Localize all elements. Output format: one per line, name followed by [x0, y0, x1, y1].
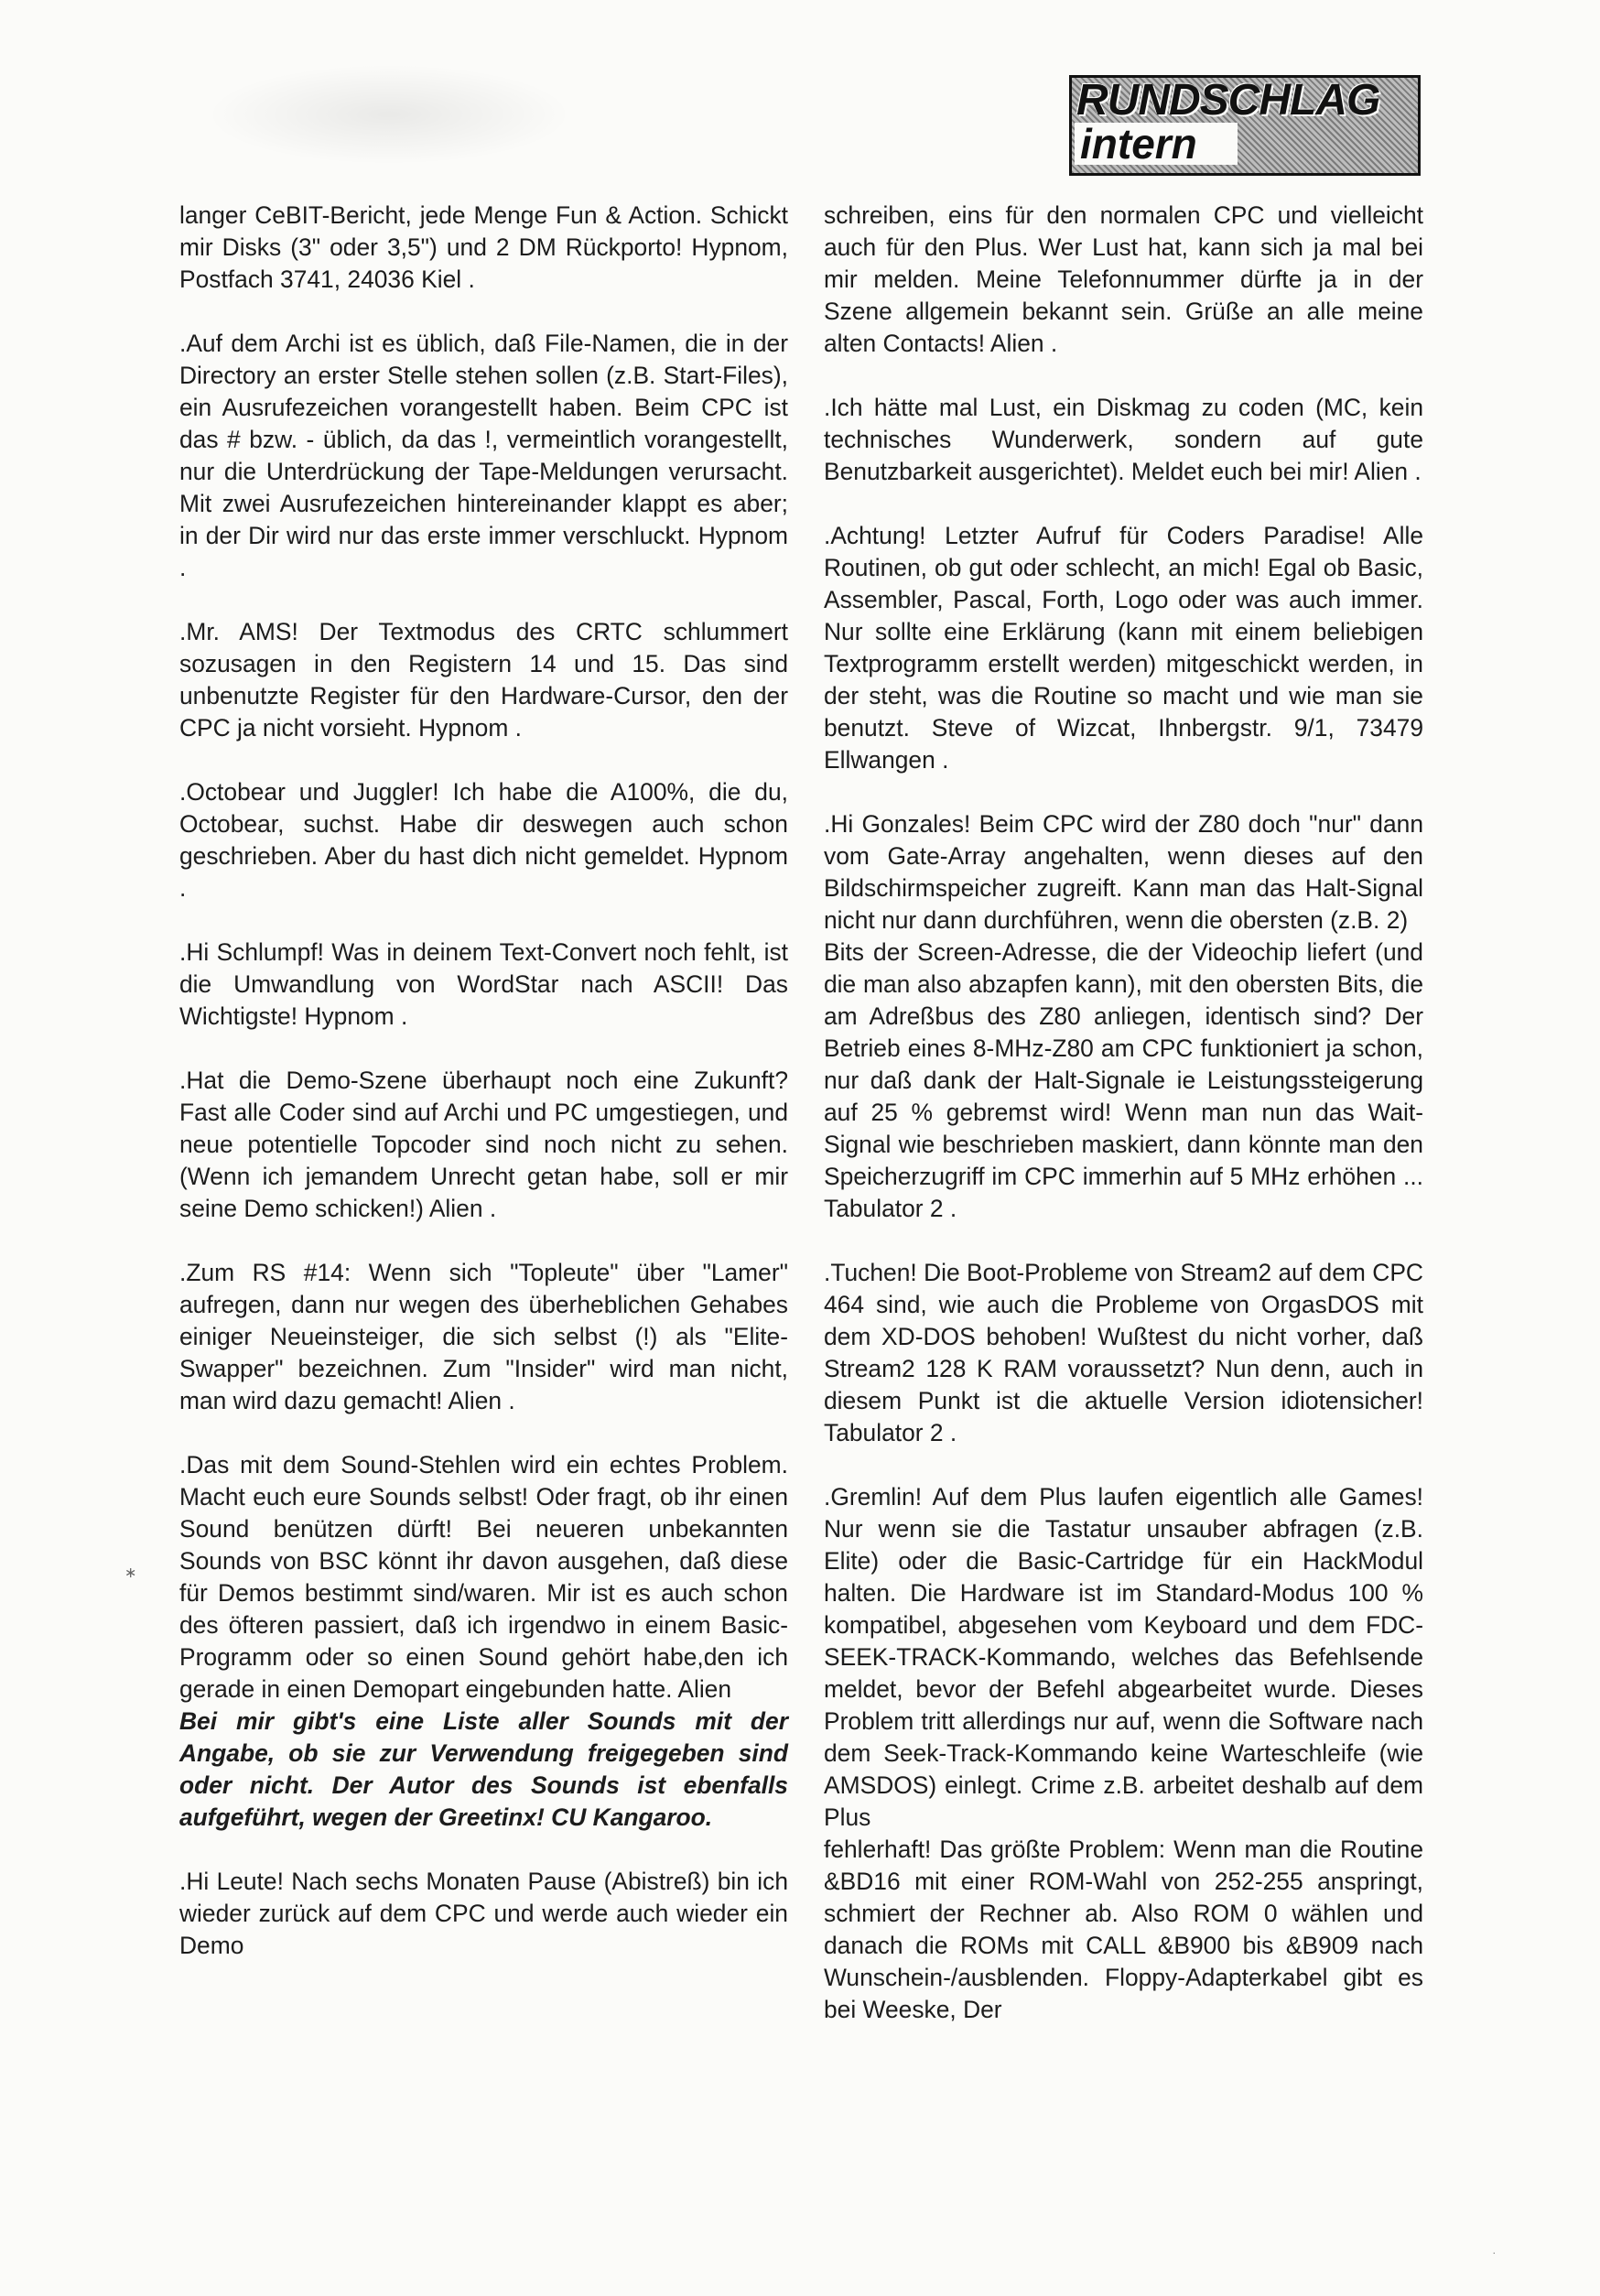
- paragraph: .Octobear und Juggler! Ich habe die A100%, die du, Octobear, suchst. Habe dir deswegen auch schon geschrieben. Aber du hast dich nicht gemeldet. Hypnom .: [179, 778, 788, 902]
- paragraph: langer CeBIT-Bericht, jede Menge Fun & Action. Schickt mir Disks (3" oder 3,5") und 2 DM Rückporto! Hypnom, Postfach 3741, 24036 Kiel .: [179, 201, 788, 293]
- right-column: [824, 200, 1423, 2058]
- paragraph: .Das mit dem Sound-Stehlen wird ein echtes Problem. Macht euch eure Sounds selbst! Oder fragt, ob ihr einen Sound benützen dürft! Bei neueren unbekannten Sounds von BSC könnt ihr davon ausgehen, daß diese für Demos bestimmt sind/waren. Mir ist es auch schon des öfteren passiert, daß ich irgendwo in einem Basic-Programm oder so einen Sound gehört habe,den ich gerade in einen Demopart eingebunden hatte. Alien: [179, 1451, 788, 1703]
- paragraph: .Zum RS #14: Wenn sich "Topleute" über "Lamer" aufregen, dann nur wegen des überheblichen Gehabes einiger Neueinsteiger, die sich selbst (!) als "Elite-Swapper" bezeichnen. Zum "Insider" wird man nicht, man wird dazu gemacht! Alien .: [179, 1259, 788, 1414]
- paragraph: .Hi Schlumpf! Was in deinem Text-Convert noch fehlt, ist die Umwandlung von WordStar nach ASCII! Das Wichtigste! Hypnom .: [179, 938, 788, 1030]
- rundschlag-intern-logo: [1069, 75, 1415, 176]
- paragraph: .Auf dem Archi ist es üblich, daß File-Namen, die in der Directory an erster Stelle stehen sollen (z.B. Start-Files), ein Ausrufezeichen vorangestellt haben. Beim CPC ist das # bzw. - üblich, da das !, vermeintlich vorangestellt, nur die Unterdrückung der Tape-Meldungen verursacht. Mit zwei Ausrufezeichen hintereinander klappt es aber; in der Dir wird nur das erste immer verschluckt. Hypnom .: [179, 330, 788, 581]
- bleed-through-shadow: [206, 64, 572, 165]
- paragraph: Bits der Screen-Adresse, die der Videochip liefert (und die man also abzapfen kann), mit den obersten Bits, die am Adreßbus des Z80 anliegen, identisch sind? Der Betrieb eines 8-MHz-Z80 am CPC funktioniert ja schon, nur daß dank der Halt-Signale ie Leistungssteigerung auf 25 % gebremst wird! Wenn man nun das Wait-Signal wie beschrieben maskiert, dann könnte man den Speicherzugriff im CPC immerhin auf 5 MHz erhöhen ... Tabulator 2 .: [824, 938, 1423, 1222]
- paragraph: .Gremlin! Auf dem Plus laufen eigentlich alle Games! Nur wenn sie die Tastatur unsauber abfragen (z.B. Elite) oder die Basic-Cartridge für ein HackModul halten. Die Hardware ist im Standard-Modus 100 % kompatibel, abgesehen vom Keyboard und dem FDC-SEEK-TRACK-Kommando, welches das Befehlsende meldet, bevor der Befehl abgearbeitet wurde. Dieses Problem tritt allerdings nur auf, wenn die Software nach dem Seek-Track-Kommando keine Warteschleife (wie AMSDOS) einlegt. Crime z.B. arbeitet deshalb auf dem Plus: [824, 1483, 1423, 1831]
- logo-title: RUNDSCHLAG: [1076, 76, 1380, 125]
- paragraph: .Hi Gonzales! Beim CPC wird der Z80 doch "nur" dann vom Gate-Array angehalten, wenn dieses auf den Bildschirmspeicher zugreift. Kann man das Halt-Signal nicht nur dann durchführen, wenn die obersten (z.B. 2): [824, 810, 1423, 934]
- logo-subtitle: intern: [1080, 120, 1197, 168]
- paragraph: schreiben, eins für den normalen CPC und vielleicht auch für den Plus. Wer Lust hat, kann sich ja mal bei mir melden. Meine Telefonnummer dürfte ja in der Szene allgemein bekannt sein. Grüße an alle meine alten Contacts! Alien .: [824, 201, 1423, 357]
- scan-speck: ∗: [124, 1565, 137, 1581]
- paragraph: .Ich hätte mal Lust, ein Diskmag zu coden (MC, kein technisches Wunderwerk, sondern auf gute Benutzbarkeit ausgerichtet). Meldet euch bei mir! Alien .: [824, 394, 1423, 485]
- editor-note: Bei mir gibt's eine Liste aller Sounds mit der Angabe, ob sie zur Verwendung freigegeben sind oder nicht. Der Autor des Sounds ist ebenfalls aufgeführt, wegen der Greetinx! CU Kangaroo.: [179, 1707, 788, 1831]
- paragraph: .Hi Leute! Nach sechs Monaten Pause (Abistreß) bin ich wieder zurück auf dem CPC und werde auch wieder ein Demo: [179, 1868, 788, 1959]
- scan-speck: ·: [1492, 2245, 1497, 2259]
- paragraph: fehlerhaft! Das größte Problem: Wenn man die Routine &BD16 mit einer ROM-Wahl von 252-255 anspringt, schmiert der Rechner ab. Also ROM 0 wählen und danach die ROMs mit CALL &B900 bis &B909 nach Wunschein-/ausblenden. Floppy-Adapterkabel gibt es bei Weeske, Der: [824, 1836, 1423, 2023]
- left-column: [179, 200, 788, 1994]
- paragraph: .Mr. AMS! Der Textmodus des CRTC schlummert sozusagen in den Registern 14 und 15. Das sind unbenutzte Register für den Hardware-Cursor, den der CPC ja nicht vorsieht. Hypnom .: [179, 618, 788, 742]
- paragraph: .Tuchen! Die Boot-Probleme von Stream2 auf dem CPC 464 sind, wie auch die Probleme von OrgasDOS mit dem XD-DOS behoben! Wußtest du nicht vorher, daß Stream2 128 K RAM voraussetzt? Nun denn, auch in diesem Punkt ist die aktuelle Version idiotensicher! Tabulator 2 .: [824, 1259, 1423, 1446]
- paragraph: .Achtung! Letzter Aufruf für Coders Paradise! Alle Routinen, ob gut oder schlecht, an mich! Egal ob Basic, Assembler, Pascal, Forth, Logo oder was auch immer. Nur sollte eine Erklärung (kann mit einem beliebigen Textprogramm erstellt werden) mitgeschickt werden, in der steht, was die Routine so macht und wie man sie benutzt. Steve of Wizcat, Ihnbergstr. 9/1, 73479 Ellwangen .: [824, 522, 1423, 774]
- paragraph: .Hat die Demo-Szene überhaupt noch eine Zukunft? Fast alle Coder sind auf Archi und PC umgestiegen, und neue potentielle Topcoder sind noch nicht zu sehen. (Wenn ich jemandem Unrecht getan habe, soll er mir seine Demo schicken!) Alien .: [179, 1067, 788, 1222]
